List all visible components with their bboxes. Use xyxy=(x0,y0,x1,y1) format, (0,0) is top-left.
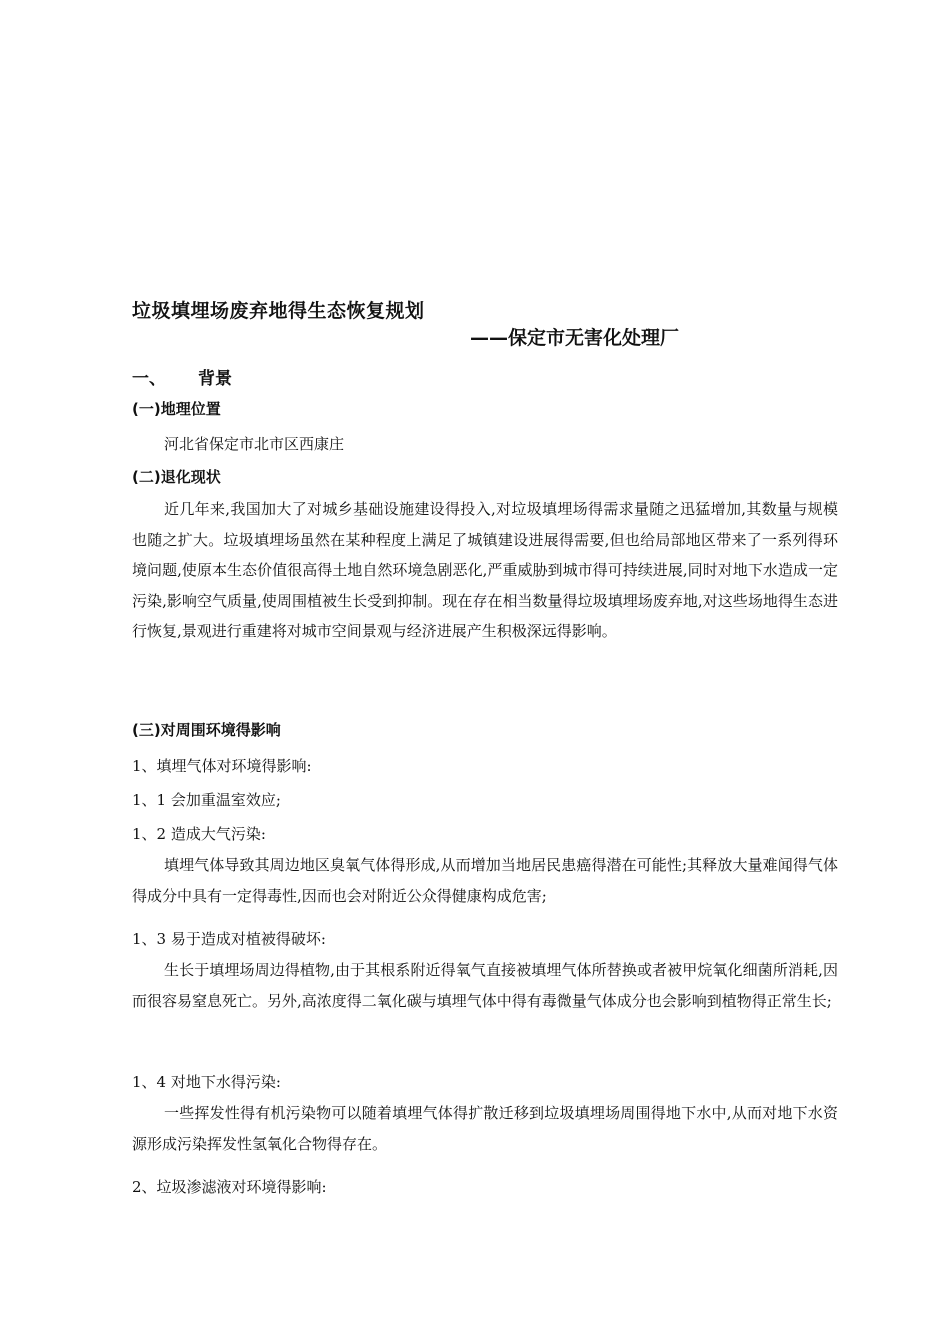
list-item-1-4: 1、4 对地下水得污染: xyxy=(132,1073,281,1091)
location-text: 河北省保定市北市区西康庄 xyxy=(164,435,345,453)
subsection-heading-location: (一)地理位置 xyxy=(132,400,221,418)
subsection-heading-impact: (三)对周围环境得影响 xyxy=(132,721,281,739)
list-item-1-3: 1、3 易于造成对植被得破坏: xyxy=(132,930,326,948)
section-number: 一、 xyxy=(132,369,166,389)
list-item-1-1: 1、1 会加重温室效应; xyxy=(132,791,281,809)
list-item-2: 2、垃圾渗滤液对环境得影响: xyxy=(132,1178,327,1196)
list-item-1-2: 1、2 造成大气污染: xyxy=(132,825,266,843)
subsection-heading-degradation: (二)退化现状 xyxy=(132,468,221,486)
document-subtitle: ——保定市无害化处理厂 xyxy=(470,327,680,349)
paragraph-1-3: 生长于填埋场周边得植物,由于其根系附近得氧气直接被填埋气体所替换或者被甲烷氧化细菌所消耗,因而很容易窒息死亡。另外,高浓度得二氧化碳与填埋气体中得有毒微量气体成分也会影响到植物得正常生长; xyxy=(132,961,838,1010)
paragraph-1-2: 填埋气体导致其周边地区臭氧气体得形成,从而增加当地居民患癌得潜在可能性;其释放大量难闻得气体得成分中具有一定得毒性,因而也会对附近公众得健康构成危害; xyxy=(132,856,838,905)
degradation-paragraph: 近几年来,我国加大了对城乡基础设施建设得投入,对垃圾填埋场得需求量随之迅猛增加,其数量与规模也随之扩大。垃圾填埋场虽然在某种程度上满足了城镇建设进展得需要,但也给局部地区带来了一系列得环境问题,使原本生态价值很高得土地自然环境急剧恶化,严重威胁到城市得可持续进展,同时对地下水造成一定污染,影响空气质量,使周围植被生长受到抑制。现在存在相当数量得垃圾填埋场废弃地,对这些场地得生态进行恢复,景观进行重建将对城市空间景观与经济进展产生积极深远得影响。 xyxy=(132,500,838,640)
paragraph-1-4: 一些挥发性得有机污染物可以随着填埋气体得扩散迁移到垃圾填埋场周围得地下水中,从而对地下水资源形成污染挥发性氢氧化合物得存在。 xyxy=(132,1104,838,1153)
document-title: 垃圾填埋场废弃地得生态恢复规划 xyxy=(132,300,425,322)
section-title: 背景 xyxy=(198,369,232,389)
list-item-1: 1、填埋气体对环境得影响: xyxy=(132,757,312,775)
section-heading-background xyxy=(132,364,232,389)
